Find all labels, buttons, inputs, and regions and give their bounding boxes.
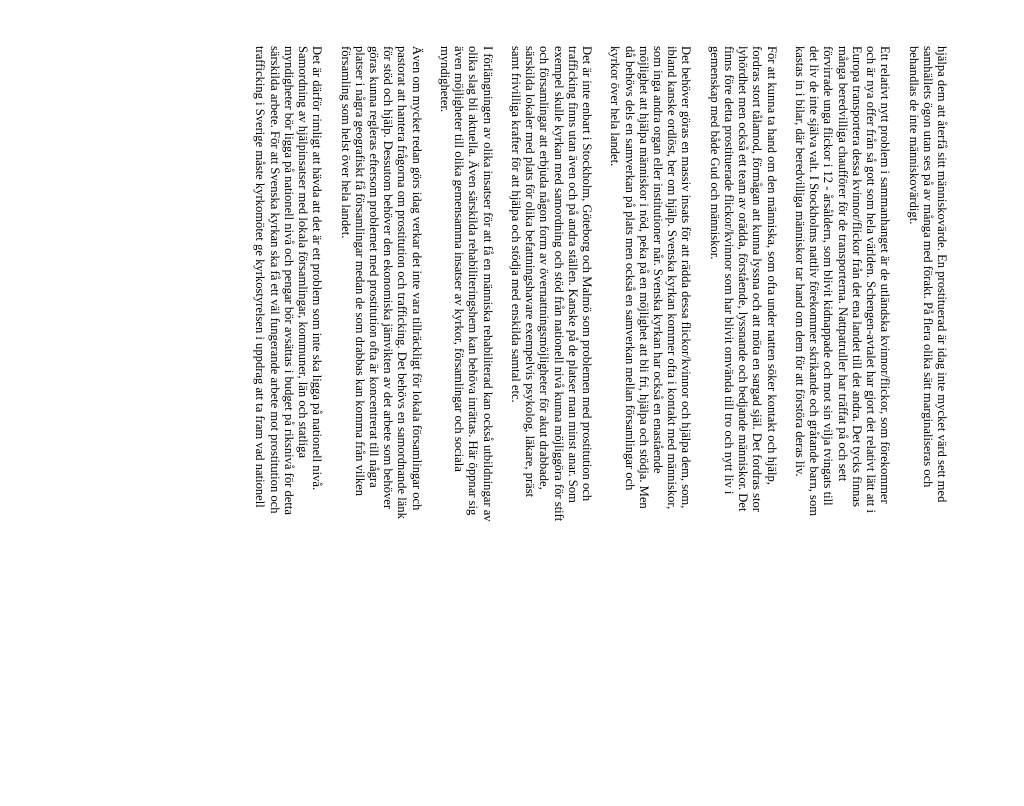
paragraph-4: Det behöver göras en massiv insats för att rädda dessa flickor/kvinnor och hjälpa dem, som, ibland kanske ordlöst, ber om hjälp. Svenska kyrkan kommer ofta i kontakt med människor, som inga andra organ eller institutioner når. Svenska kyrkan har också en enastående möjlighet att hjälpa människor i nöd, peka på en möjlighet att bli fri, hjälpa och stödja. Men då behövs dels en samverkan på plats men också en samverkan mellan församlingar och kyrkor över hela landet.	[608, 46, 694, 510]
paragraph-6: I förlängningen av olika insatser för att få en människa rehabiliterad kan också utbildningar av olika slag bli aktuella. Även särskilda rehabiliteringshem kan behöva inrättas. Här öppnar sig även möjligheter till olika gemensamma insatser av kyrkor, församlingar och sociala myndigheter.	[437, 46, 495, 522]
paragraph-8: Det är därför rimligt att hävda att det är ett problem som inte ska ligga på nationell nivå. Samordning av hjälpinsatser med lokala församlingar, kommuner, län och statliga myndigheter bör ligga på nationell nivå och pengar bör avsättas i budget på riksnivå för detta särskilda arbete. För att Svenska kyrkan ska få ett väl fungerande arbete mot prostitution och trafficking i Sverige måste kyrkomötet ge kyrkostyrelsen i uppdrag att ta fram vad nationell	[253, 46, 325, 515]
paragraph-1: hjälpa dem att återfå sitt människovärde. En prostituerad är idag inte mycket värd sett med samhällets ögon utan ses på av många med förakt. På flera olika sätt marginaliseras och behandlas de inte människovärdigt.	[906, 46, 949, 503]
paragraph-7: Även om mycket redan görs idag verkar det inte vara tillräckligt för lokala församlingar och pastorat att hantera frågorna om prostitution och trafficking. Det behövs en samordnande länk för stöd och hjälp. Dessutom behöver den ekonomiska jämvikten av det arbete som behöver göras kunna regleras eftersom problemet med prostitution ofta är koncentrerat till några platser i några geografiskt få församlingar medan de som drabbas kan komma från vilken församling som helst över hela landet.	[338, 46, 424, 519]
document-page	[239, 46, 949, 806]
paragraph-5: Det är inte enbart i Stockholm, Göteborg och Malmö som problemen med prostitution och trafficking finns utan även och på andra ställen. Kanske på de platser man minst anar. Som exempel skulle kyrkan med samordning och stöd från nationell nivå kunna möjliggöra för stift och församlingar att erbjuda någon form av övernattningsmöjligheter för akut drabbade, särskilda lokaler med plats för olika befattningshavare exempelvis psykolog, läkare, präst samt frivilliga krafter för att hjälpa och stödja med enskilda samtal etc.	[508, 46, 594, 522]
paragraph-3: För att kunna ta hand om den människa, som ofta under natten söker kontakt och hjälp, fordras stort tålamod, förmågan att kunna lyssna och att möta en sargad själ. Det fordras stor lyhördhet men också ett team av orädda, förstående, lyssnande och bedjande människor. Det finns före detta prostituerade flickor/kvinnor som har blivit omvända till tro och nytt liv i gemenskap med både Gud och människor.	[707, 46, 779, 512]
paragraph-2: Ett relativt nytt problem i sammanhanget är de utländska kvinnor/flickor, som förekommer och är nya offer från så gott som hela världen. Schengen-avtalet har gjort det relativt lätt att i Europa transportera dessa kvinnor/flickor från det ena landet till det andra. Det tycks finnas många beredvilliga chaufförer för de transporterna. Nattpatruller har träffat på och sett förvirrade unga flickor i 12 - årsåldern, som blivit kidnappade och mot sin vilja tvingats till det liv de inte själva valt. I Stockholms nattliv förekommer skrikande och gråtande barn, som kastas in i bilar, där beredvilliga människor tar hand om dem för att förstöra deras liv.	[792, 46, 893, 517]
